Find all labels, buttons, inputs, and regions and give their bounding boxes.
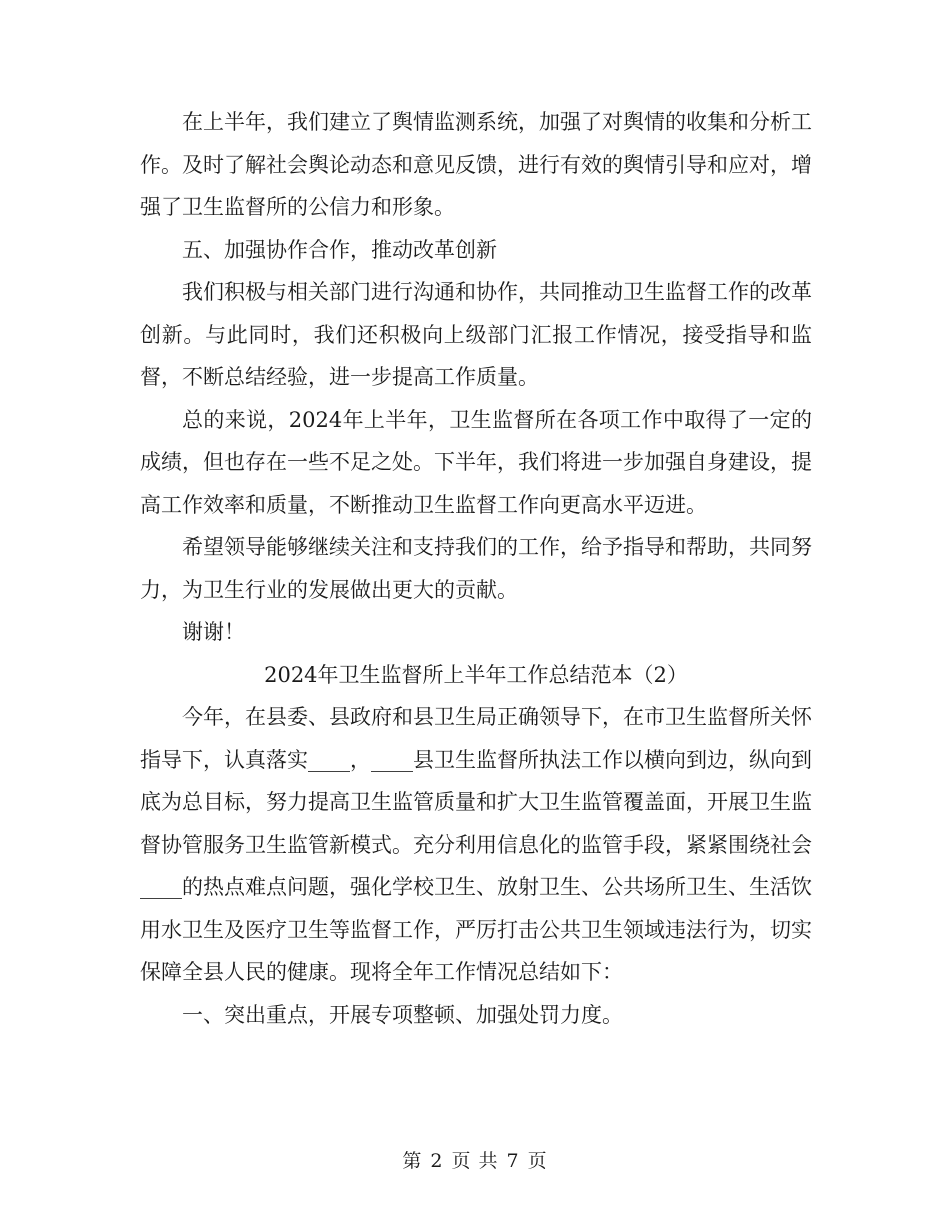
paragraph-hope: 希望领导能够继续关注和支持我们的工作，给予指导和帮助，共同努力，为卫生行业的发展做出更大的贡献。 bbox=[140, 535, 812, 602]
paragraph-intro: 今年，在县委、县政府和县卫生局正确领导下，在市卫生监督所关怀指导下，认真落实____，____县卫生监督所执法工作以横向到边，纵向到底为总目标，努力提高卫生监管质量和扩大卫生监管覆盖面，开展卫生监督协管服务卫生监管新模式。充分利用信息化的监管手段，紧紧围绕社会____的热点难点问题，强化学校卫生、放射卫生、公共场所卫生、生活饮用水卫生及医疗卫生等监督工作，严厉打击公共卫生领域违法行为，切实保障全县人民的健康。现将全年工作情况总结如下： bbox=[140, 705, 812, 984]
paragraph-public-opinion: 在上半年，我们建立了舆情监测系统，加强了对舆情的收集和分析工作。及时了解社会舆论动态和意见反馈，进行有效的舆情引导和应对，增强了卫生监督所的公信力和形象。 bbox=[140, 110, 812, 219]
footer-middle: 页 共 bbox=[451, 1150, 499, 1172]
paragraph-collaboration: 我们积极与相关部门进行沟通和协作，共同推动卫生监督工作的改革创新。与此同时，我们还积极向上级部门汇报工作情况，接受指导和监督，不断总结经验，进一步提高工作质量。 bbox=[140, 280, 812, 389]
paragraph-summary: 总的来说，2024年上半年，卫生监督所在各项工作中取得了一定的成绩，但也存在一些不足之处。下半年，我们将进一步加强自身建设，提高工作效率和质量，不断推动卫生监督工作向更高水平迈进。 bbox=[140, 407, 812, 517]
footer-prefix: 第 bbox=[402, 1150, 423, 1172]
section-title: 2024年卫生监督所上半年工作总结范本（2） bbox=[264, 662, 688, 687]
section-heading-one: 一、突出重点，开展专项整顿、加强处罚力度。 bbox=[182, 1002, 623, 1027]
section-heading-five: 五、加强协作合作，推动改革创新 bbox=[182, 237, 497, 262]
footer-suffix: 页 bbox=[527, 1150, 548, 1172]
document-body bbox=[140, 101, 812, 1036]
page-footer bbox=[0, 1146, 950, 1173]
footer-total-pages: 7 bbox=[506, 1150, 520, 1172]
paragraph-thanks: 谢谢！ bbox=[182, 620, 245, 644]
footer-page-number: 2 bbox=[430, 1150, 444, 1172]
